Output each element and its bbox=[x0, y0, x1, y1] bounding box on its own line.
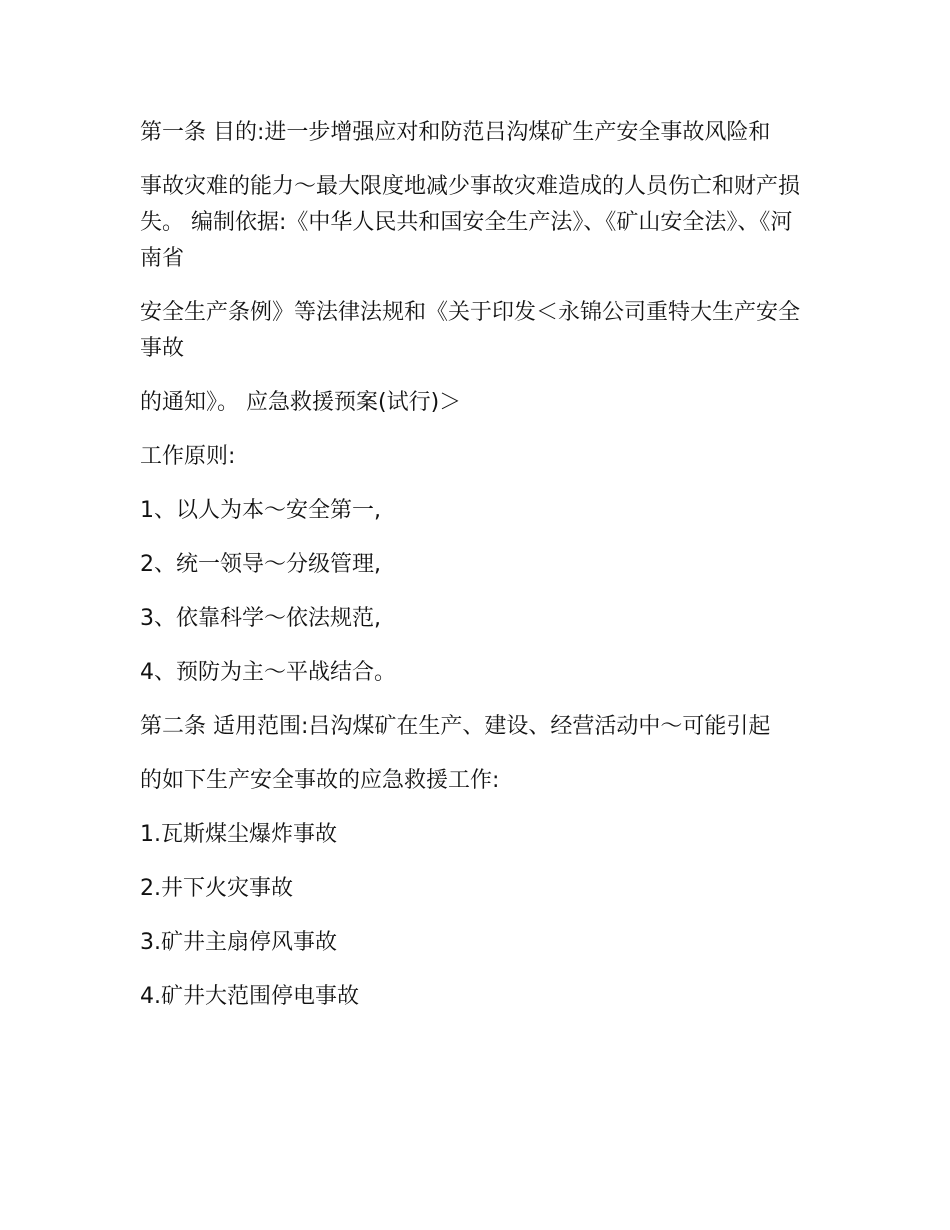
list-item-accident-2: 2.井下火灾事故 bbox=[140, 876, 293, 901]
paragraph-notice: 的通知》。 应急救援预案(试行)＞ bbox=[140, 390, 462, 415]
paragraph-regulations: 安全生产条例》等法律法规和《关于印发＜永锦公司重特大生产安全事故 bbox=[140, 300, 801, 361]
list-item-principle-1: 1、以人为本～安全第一, bbox=[140, 498, 381, 523]
list-item-principle-3: 3、依靠科学～依法规范, bbox=[140, 606, 381, 631]
list-item-accident-4: 4.矿井大范围停电事故 bbox=[140, 984, 359, 1009]
list-item-principle-4: 4、预防为主～平战结合。 bbox=[140, 660, 396, 685]
document-body bbox=[140, 115, 805, 1033]
list-item-accident-3: 3.矿井主扇停风事故 bbox=[140, 930, 337, 955]
paragraph-article-1-purpose: 第一条 目的:进一步增强应对和防范吕沟煤矿生产安全事故风险和 bbox=[140, 120, 771, 145]
paragraph-scope-continued: 的如下生产安全事故的应急救援工作: bbox=[140, 768, 500, 793]
paragraph-compile-basis: 事故灾难的能力～最大限度地减少事故灾难造成的人员伤亡和财产损失。 编制依据:《中华人民共和国安全生产法》、《矿山安全法》、《河南省 bbox=[140, 174, 801, 271]
list-item-accident-1: 1.瓦斯煤尘爆炸事故 bbox=[140, 822, 337, 847]
paragraph-article-2-scope: 第二条 适用范围:吕沟煤矿在生产、建设、经营活动中～可能引起 bbox=[140, 714, 771, 739]
paragraph-principles-heading: 工作原则: bbox=[140, 444, 236, 469]
list-item-principle-2: 2、统一领导～分级管理, bbox=[140, 552, 381, 577]
